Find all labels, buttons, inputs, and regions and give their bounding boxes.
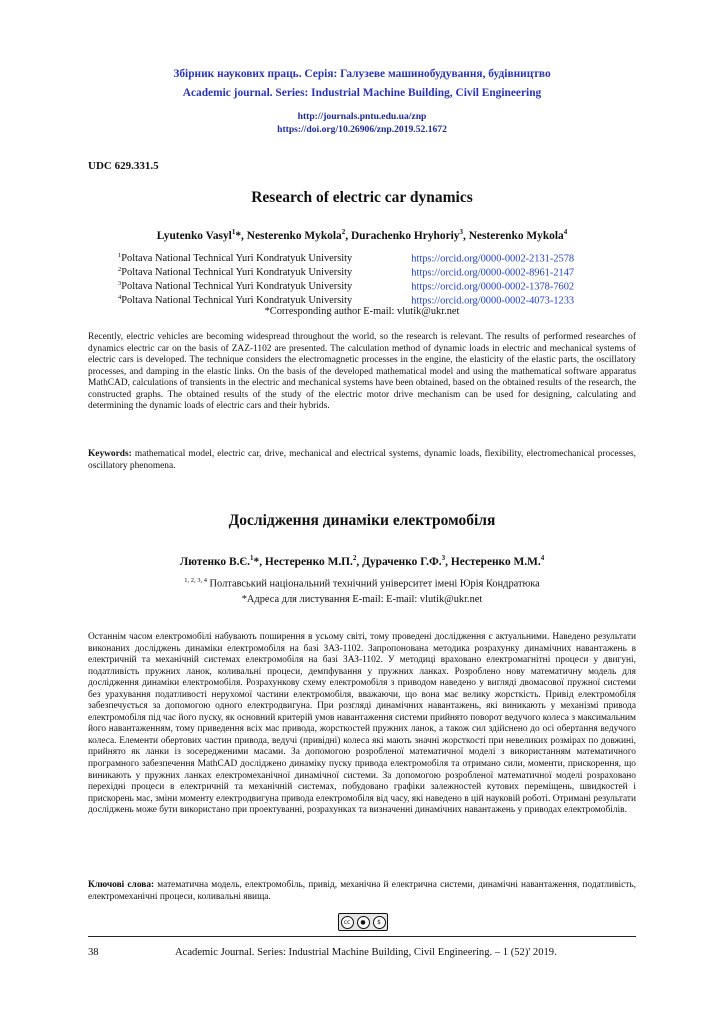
- affiliation-uk-text: Полтавський національний технічний університет імені Юрія Кондратюка: [209, 578, 540, 590]
- nc-icon: $: [373, 916, 386, 929]
- author-separator: ,: [241, 229, 247, 242]
- affiliation-sup: 1: [118, 252, 122, 259]
- author-separator: ,: [345, 229, 351, 242]
- corresponding-uk: *Адреса для листування E-mail: E-mail: vlutik@ukr.net: [241, 594, 483, 605]
- page-number: 38: [88, 947, 99, 958]
- author-name: Lyutenko Vasyl: [156, 229, 232, 242]
- article-title-uk: Дослідження динаміки електромобіля: [228, 512, 496, 529]
- affiliation-sup: 2: [118, 266, 122, 273]
- affiliation-org: Poltava National Technical Yuri Kondratyuk University: [121, 281, 353, 293]
- keywords-label: Keywords:: [88, 449, 132, 459]
- corresponding-en: *Corresponding author E-mail: vlutik@ukr.net: [264, 306, 460, 317]
- author-separator: ,: [259, 555, 265, 568]
- orcid-link[interactable]: https://orcid.org/0000-0002-4073-1233: [411, 295, 575, 307]
- journal-title-uk: Збірник наукових праць. Серія: Галузеве машинобудування, будівництво: [173, 68, 551, 80]
- abstract-en: Recently, electric vehicles are becoming widespread throughout the world, so the research is relevant. The results of performed researches of dynamics electric car on the basis of ZAZ-1102 are presented. The calculation method of dynamic loads in electric and mechanical systems of electric cars is developed. The technique considers the electromagnetic processes in the engine, the elasticity of the elastic parts, the oscillatory processes, and damping in the elastic links. On the basis of the developed mathematical model and using the mathematical software apparatus MathCAD, calculations of transients in the electric and mechanical systems have been obtained, based on the obtained results of the research, the constructed graphs. The obtained results of the study of the electric motor drive mechanism can be used for designing, calculating and determining the dynamic loads of electric cars and their hybrids.: [88, 332, 636, 412]
- orcid-link[interactable]: https://orcid.org/0000-0002-8961-2147: [411, 267, 575, 279]
- affiliation-sup: 3: [118, 280, 122, 287]
- authors-uk: [0, 554, 724, 568]
- author-affil-sup: 1: [250, 554, 254, 562]
- journal-title-en: Academic journal. Series: Industrial Machine Building, Civil Engineering: [182, 87, 542, 99]
- author-affil-sup: 3: [459, 228, 463, 236]
- orcid-link[interactable]: https://orcid.org/0000-0002-2131-2578: [411, 253, 575, 265]
- author-separator: ,: [462, 229, 469, 242]
- keywords-label-uk: Ключові слова:: [88, 880, 155, 890]
- by-icon: ●: [357, 916, 370, 929]
- author-affil-sup: 4: [540, 554, 545, 562]
- affiliation-row: [118, 252, 574, 264]
- author-separator: ,: [356, 555, 363, 568]
- keywords-text-uk: математична модель, електромобіль, привід, механічна й електрична системи, динамічні навантаження, податливість, електромеханічні процеси, коливальні явища.: [88, 880, 636, 902]
- affiliation-uk-sups: 1, 2, 3, 4: [184, 577, 207, 584]
- author-separator: ,: [445, 555, 451, 568]
- footer-citation: Academic Journal. Series: Industrial Machine Building, Civil Engineering. – 1 (52)' 2019.: [175, 947, 557, 958]
- author-affil-sup: 1: [231, 228, 236, 236]
- author-name: Нестеренко М.П.: [264, 555, 353, 568]
- journal-url[interactable]: http://journals.pntu.edu.ua/znp: [297, 111, 427, 122]
- cc-license-badge[interactable]: [338, 913, 388, 931]
- affiliation-sup: 4: [118, 294, 122, 301]
- affiliation-row: [118, 294, 574, 306]
- author-name: Нестеренко М.М.: [450, 555, 541, 568]
- doi-link[interactable]: https://doi.org/10.26906/znp.2019.52.1672: [277, 124, 447, 135]
- author-affil-sup: 2: [341, 228, 346, 236]
- keywords-en: [88, 449, 636, 472]
- cc-icon: cc: [341, 916, 354, 929]
- author-affil-sup: 2: [352, 554, 357, 562]
- affiliation-org: Poltava National Technical Yuri Kondratyuk University: [121, 295, 353, 307]
- affiliation-org: Poltava National Technical Yuri Kondratyuk University: [121, 267, 353, 279]
- author-name: Durachenko Hryhoriy: [350, 229, 460, 242]
- affiliation-uk: [0, 577, 724, 589]
- article-title-en: Research of electric car dynamics: [251, 189, 473, 206]
- affiliation-org: Poltava National Technical Yuri Kondratyuk University: [121, 253, 353, 265]
- author-name: Дураченко Г.Ф.: [362, 555, 442, 568]
- author-name: Лютенко В.Є.: [179, 555, 250, 568]
- udc-code: UDC 629.331.5: [88, 160, 159, 172]
- author-name: Nesterenko Mykola: [246, 229, 342, 242]
- corresponding-mark: *: [235, 229, 242, 242]
- author-affil-sup: 3: [441, 554, 446, 562]
- orcid-link[interactable]: https://orcid.org/0000-0002-1378-7602: [411, 281, 575, 293]
- keywords-text: mathematical model, electric car, drive, mechanical and electrical systems, dynamic loads, flexibility, electromechanical processes, oscillatory phenomena.: [88, 449, 637, 471]
- affiliation-row: [118, 266, 574, 278]
- corresponding-mark: *: [253, 555, 260, 568]
- authors-en: [0, 228, 724, 242]
- footer-divider: [88, 936, 636, 937]
- affiliation-row: [118, 280, 574, 292]
- keywords-uk: [88, 880, 636, 903]
- abstract-uk: Останнім часом електромобілі набувають поширення в усьому світі, тому проведені дослідження є актуальними. Наведено результати виконаних досліджень динаміки електромобіля на базі ЗАЗ-1102. Запропонована методика розрахунку динамічних навантажень в електричній та механічній системах електромобіля на базі ЗАЗ-1102. У методиці враховано електромагнітні процеси у двигуні, податливість пружних ланок, коливальні процеси, демпфування у пружних ланках. Розроблено нову математичну модель для дослідження динаміки електромобіля. Розрахункову схему електромобіля з приводом наведено у вигляді двомасової пружної системи без урахування податливості нерухомої частини електромобіля, вважаючи, що вона має велику жорсткість. Привід електромобіля забезпечується за допомогою одного електродвигуна. При розгляді динамічних навантажень, які виникають у механізмі привода електромобіля під час його пуску, як основний критерій умов навантаження системи прийнято поворот ведучого колеса з максимальним його навантаженням, тому приведення всіх мас привода, жорсткостей пружних ланок, а також сил здійснено до осі обертання ведучого колеса. Елементи обертових частин привода, ведучі (привідні) колеса які мають значні жорсткості при невеликих розмірах по довжині, прийнято як ланки із зосередженими масами. За допомогою розробленої математичної моделі з використанням математичного програмного забезпечення MathCAD досліджено динаміку пуску привода електромобіля та отримано сили, моменти, прискорення, що виникають у пружних ланках електромеханічної динамічної системи. За допомогою розробленої математичної моделі розраховано перехідні процеси в електричній та механічній системах, побудовано графіки залежностей кутових переміщень, швидкостей і прискорень мас, зміни моменту електродвигуна привода електромобіля від часу, які наведено в цій науковій роботі. Отримані результати досліджень може бути використано при проектуванні, розрахунках та визначенні динамічних навантажень у приводах електромобілів.: [88, 632, 636, 816]
- author-name: Nesterenko Mykola: [468, 229, 564, 242]
- author-affil-sup: 4: [563, 228, 568, 236]
